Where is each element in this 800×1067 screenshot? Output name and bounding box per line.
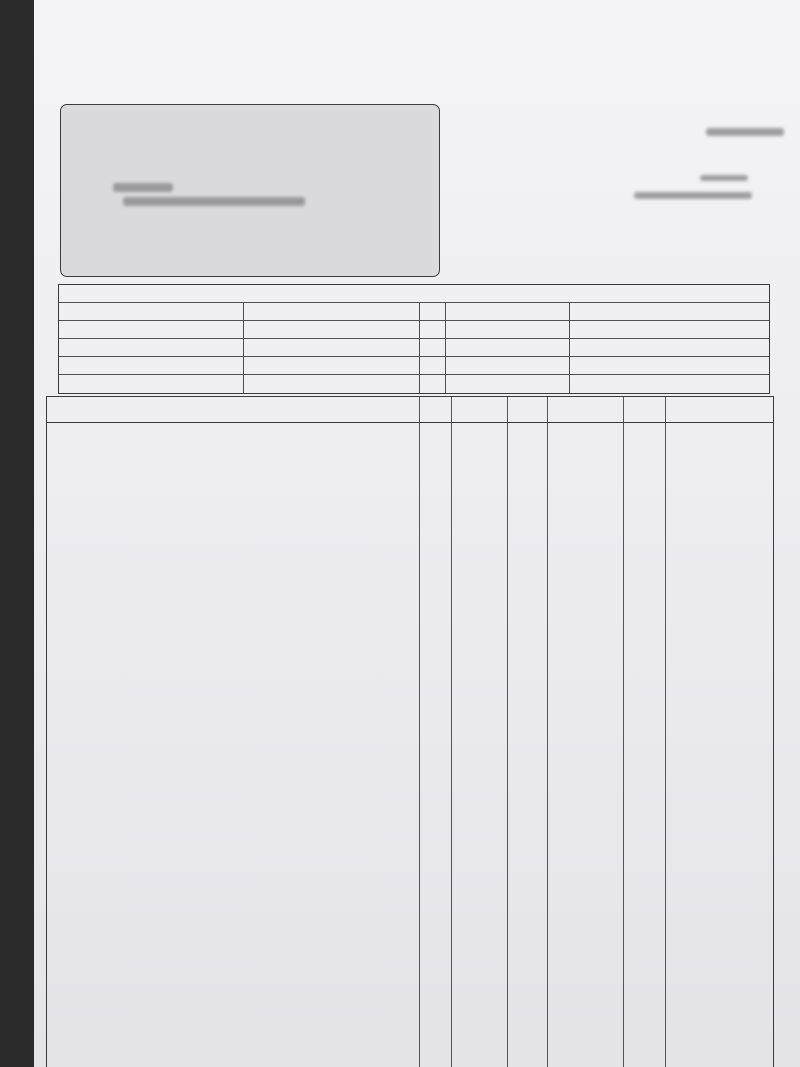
redacted-date-note [700,175,748,181]
redacted-account [634,192,752,199]
machine-details [58,284,770,394]
redacted-mark [706,128,784,136]
table-header [47,397,773,423]
items-table [46,396,774,1067]
customer-box [60,104,440,277]
redacted-email [123,197,305,206]
redacted-mobile [113,183,173,192]
invoice-paper [34,0,800,1067]
